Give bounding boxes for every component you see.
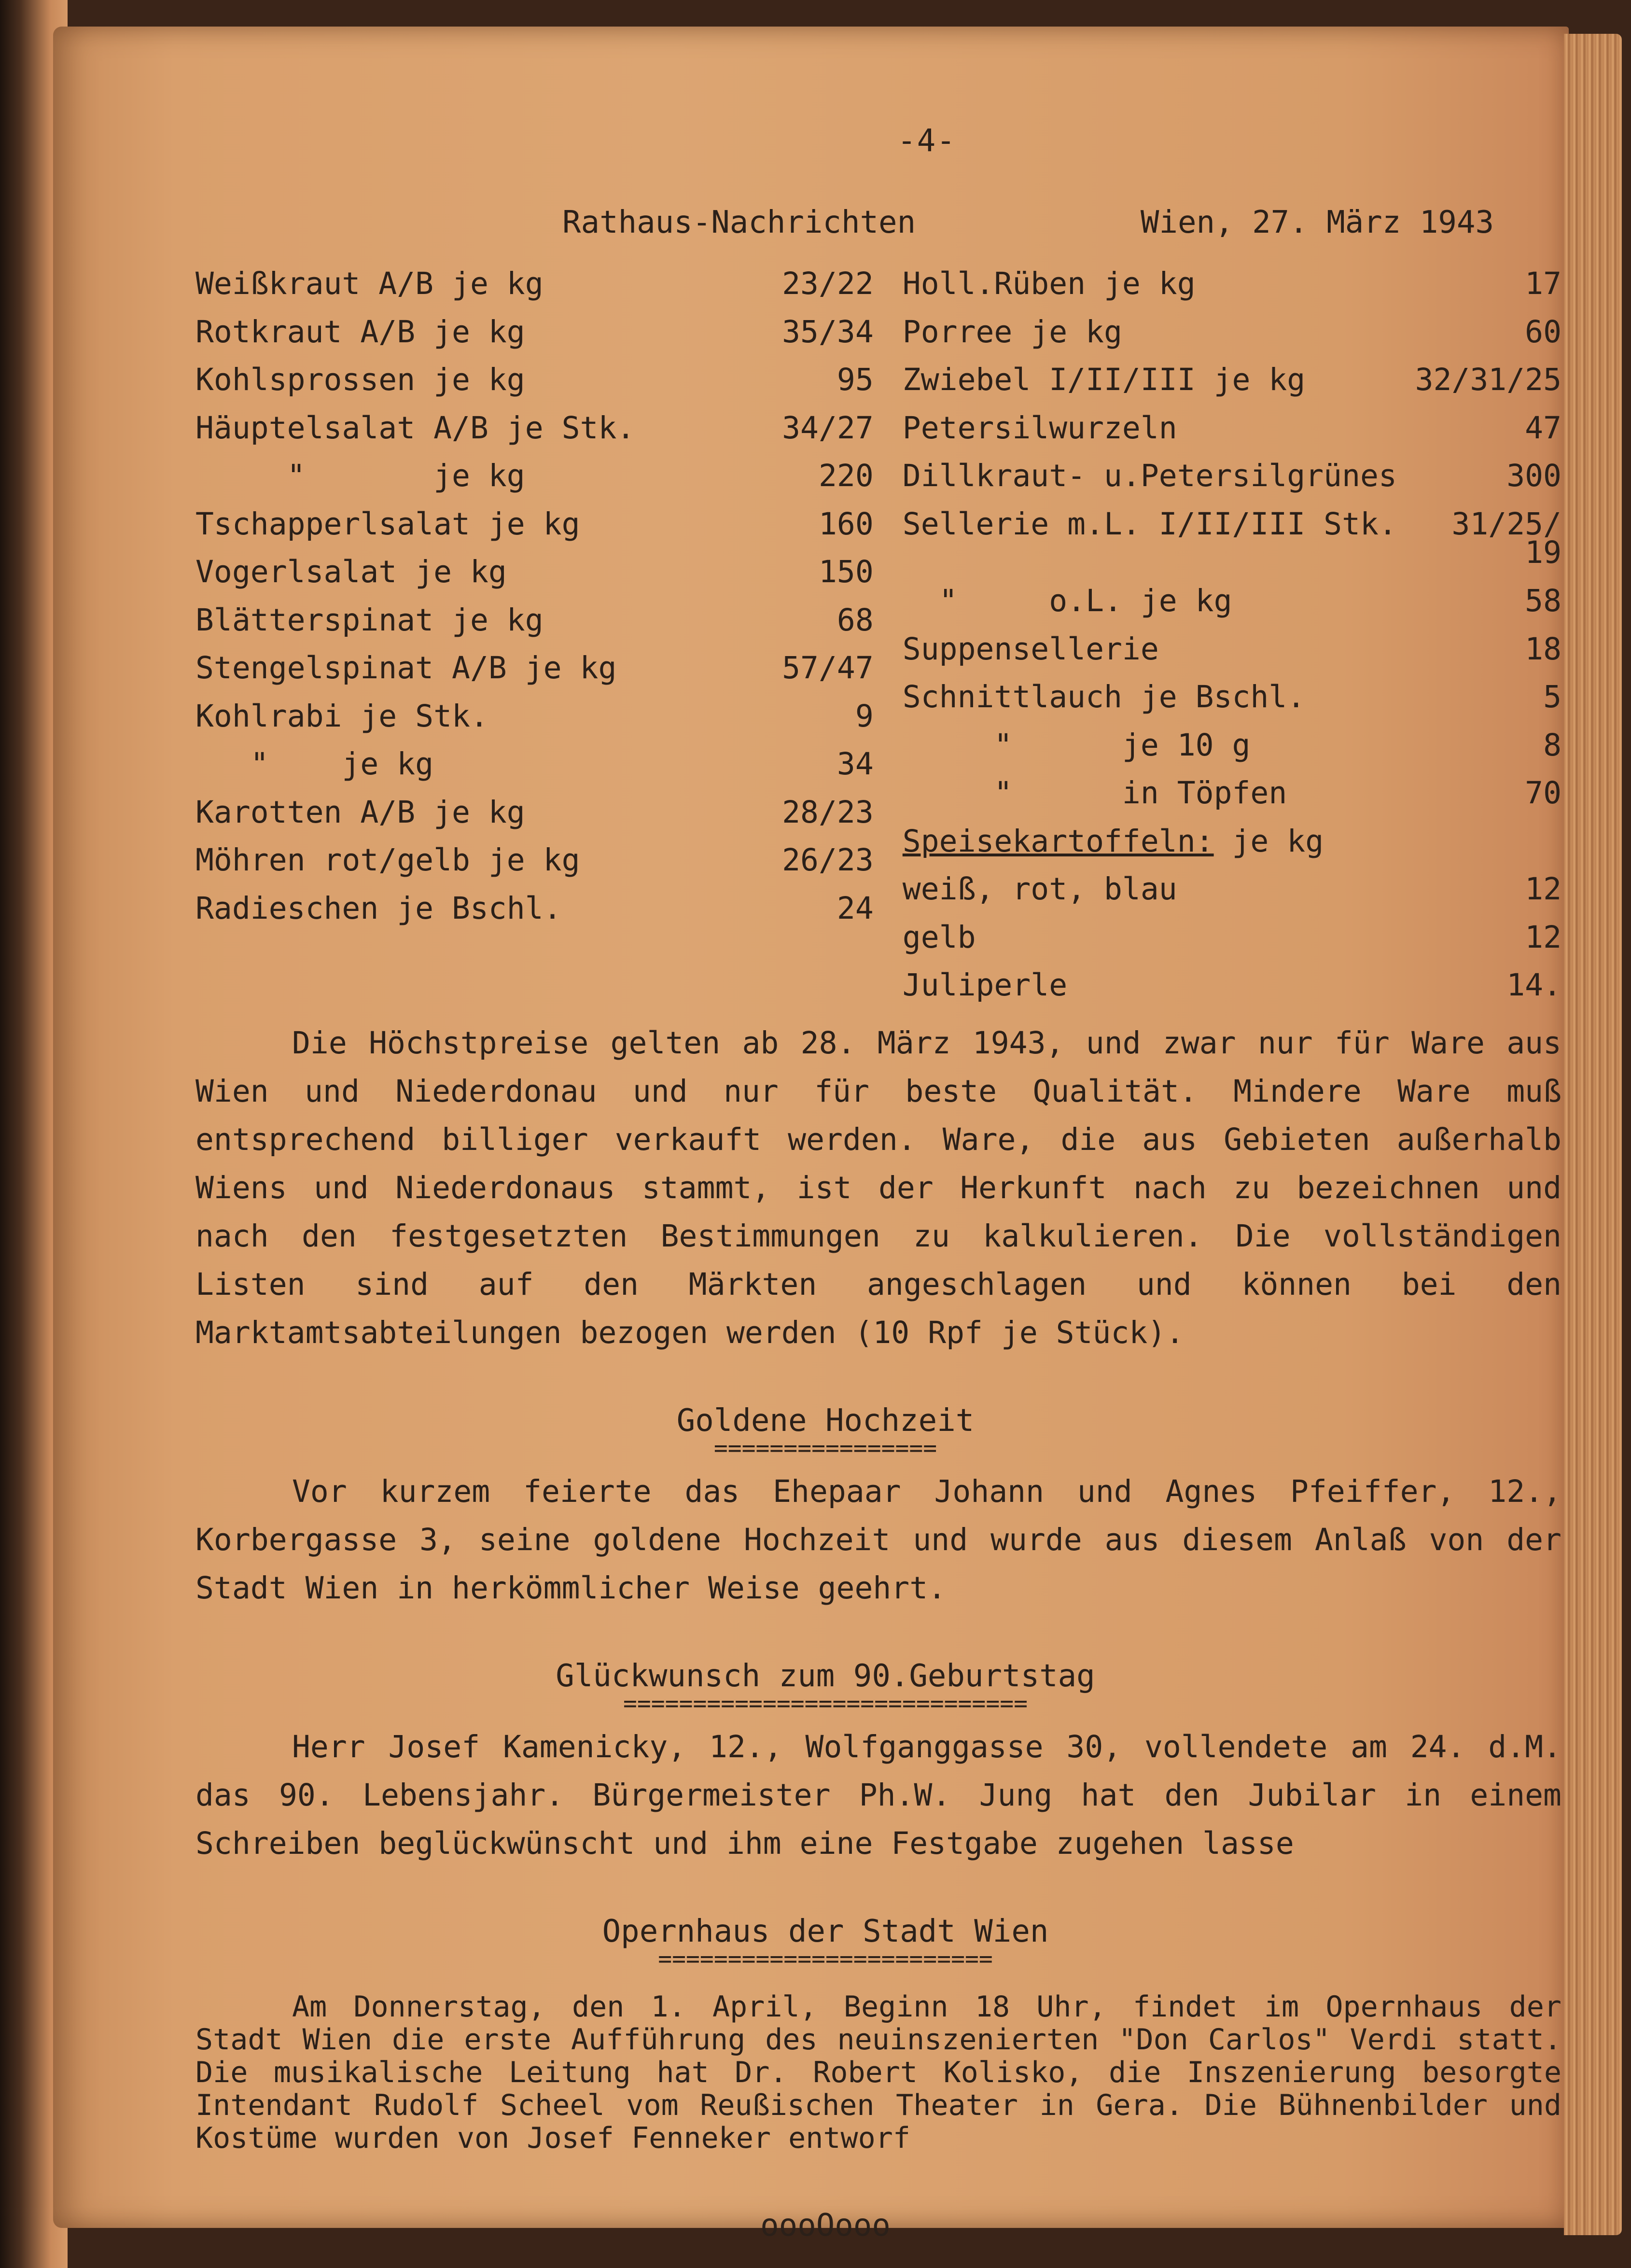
section-body: Am Donnerstag, den 1. April, Beginn 18 Uhr, findet im Opernhaus der Stadt Wien die erste Aufführung des neuinszenierten "Don Carlos" Verdi statt. Die musikalische Leitung hat Dr. Robert Kolisko, die Inszenierung besorgte Intendant Rudolf Scheel vom Reußischen Theater in Gera. Die Bühnenbilder und Kostüme wurden von Josef Fenneker entworf: [195, 1989, 1561, 2155]
item-price: 300: [1506, 458, 1561, 493]
price-item: [903, 817, 1324, 866]
item-name: Möhren rot/gelb je kg: [195, 842, 580, 878]
section-opera: [195, 1914, 1561, 2155]
price-row: [903, 404, 1561, 452]
item-price: 70: [1525, 775, 1561, 811]
price-row: [195, 740, 874, 788]
price-item: [195, 788, 525, 837]
item-name: gelb: [902, 919, 976, 955]
item-price: 12: [1525, 871, 1561, 907]
item-price: 32/31/25: [1415, 362, 1561, 397]
price-item: [903, 452, 1397, 500]
price-row: [195, 788, 874, 837]
item-name: Zwiebel I/II/III je kg: [902, 362, 1306, 397]
price-row: [903, 500, 1561, 548]
price-item: [903, 260, 1196, 308]
item-price: 68: [836, 602, 874, 638]
item-price: 8: [1543, 727, 1561, 763]
item-name: Rotkraut A/B je kg: [195, 314, 525, 350]
price-item: [195, 548, 507, 596]
price-item: [195, 260, 544, 308]
price-row: [195, 548, 874, 596]
price-row: [903, 913, 1561, 962]
item-name: Schnittlauch je Bschl.: [902, 679, 1306, 714]
item-name: " je kg: [195, 746, 434, 782]
price-item: [195, 836, 580, 884]
item-name: " in Töpfen: [902, 775, 1287, 811]
item-price: 9: [855, 698, 874, 734]
price-row: [903, 356, 1561, 404]
price-item: [195, 692, 488, 741]
item-name: " o.L. je kg: [902, 583, 1232, 618]
section-body: Vor kurzem feierte das Ehepaar Johann und Agnes Pfeiffer, 12., Korbergasse 3, seine goldene Hochzeit und wurde aus diesem Anlaß von der Stadt Wien in herkömmlicher Weise geehrt.: [195, 1473, 1561, 1606]
item-price: 23/22: [782, 266, 874, 301]
price-row: [903, 577, 1561, 625]
item-name: Juliperle: [902, 967, 1068, 1003]
price-row: [903, 769, 1561, 817]
price-row: [195, 356, 874, 404]
item-price: 58: [1525, 583, 1561, 618]
item-name: Vogerlsalat je kg: [195, 554, 507, 589]
heading-underline: ================: [713, 1438, 937, 1458]
item-name: Kohlsprossen je kg: [195, 362, 525, 397]
price-item: [195, 500, 580, 548]
item-name: Weißkraut A/B je kg: [195, 266, 544, 301]
item-price: 60: [1525, 314, 1561, 350]
item-price: 220: [818, 458, 874, 493]
price-item: [903, 961, 1067, 1009]
item-name: Häuptelsalat A/B je Stk.: [195, 410, 635, 446]
price-note: Die Höchstpreise gelten ab 28. März 1943, und zwar nur für Ware aus Wien und Niederdonau und nur für beste Qualität. Mindere Ware muß entsprechend billiger verkauft werden. Ware, die aus Gebieten außerhalb Wiens und Niederdonaus stammt, ist der Herkunft nach zu bezeichnen und nach den festgesetzten Bestimmungen zu kalkulieren. Die vollständigen Listen sind auf den Märkten angeschlagen und können bei den Marktamtsabteilungen bezogen werden (10 Rpf je Stück).: [195, 1025, 1561, 1350]
price-row: [903, 865, 1561, 913]
item-price: 17: [1525, 266, 1561, 301]
item-name: Dillkraut- u.Petersilgrünes: [902, 458, 1397, 493]
section-birthday: [195, 1658, 1561, 1868]
price-column-right: [903, 260, 1561, 1009]
item-name: Tschapperlsalat je kg: [195, 506, 580, 542]
item-price: 34/27: [782, 410, 874, 446]
price-row: [195, 596, 874, 644]
price-item: [195, 596, 544, 644]
item-price: 5: [1543, 679, 1561, 714]
heading-underline: ========================: [658, 1949, 993, 1969]
price-row: [903, 308, 1561, 356]
heading-underline: =============================: [623, 1694, 1028, 1713]
price-item: [195, 404, 635, 452]
price-row: [195, 500, 874, 548]
section-golden-wedding: [195, 1403, 1561, 1612]
price-row: [903, 625, 1561, 673]
price-item: [195, 356, 525, 404]
item-price: 57/47: [782, 650, 874, 686]
price-row: [903, 961, 1561, 1009]
section-heading: Glückwunsch zum 90.Geburtstag: [556, 1658, 1095, 1694]
price-item: [195, 740, 433, 788]
item-name: Petersilwurzeln: [902, 410, 1177, 446]
price-row: [903, 452, 1561, 500]
publication-date: Wien, 27. März 1943: [1140, 205, 1494, 240]
item-name: " je 10 g: [902, 727, 1251, 763]
price-row: [195, 452, 874, 500]
page-content: [195, 123, 1561, 2243]
page-header: [195, 205, 1561, 240]
item-name: Suppensellerie: [902, 631, 1159, 667]
price-item: [903, 865, 1177, 913]
item-price: 24: [836, 890, 874, 926]
item-name: weiß, rot, blau: [902, 871, 1177, 907]
item-name: Speisekartoffeln:: [902, 823, 1214, 859]
price-item: [195, 452, 525, 500]
price-item: [903, 769, 1287, 817]
price-row: [903, 260, 1561, 308]
price-row: [903, 721, 1561, 770]
price-item: [903, 500, 1397, 548]
price-row: [195, 836, 874, 884]
price-row: [195, 260, 874, 308]
item-price: 12: [1525, 919, 1561, 955]
item-name: Holl.Rüben je kg: [902, 266, 1196, 301]
item-price: 35/34: [782, 314, 874, 350]
price-list: [195, 260, 1561, 1009]
price-row: [195, 884, 874, 933]
item-name: Kohlrabi je Stk.: [195, 698, 488, 734]
price-row: [195, 404, 874, 452]
price-item: [195, 308, 525, 356]
item-price: 19: [1525, 535, 1561, 570]
page-number: -4-: [897, 123, 956, 159]
item-price: 26/23: [782, 842, 874, 878]
page-edges: [1564, 34, 1622, 2235]
item-price: 160: [818, 506, 874, 542]
section-body: Herr Josef Kamenicky, 12., Wolfganggasse 30, vollendete am 24. d.M. das 90. Lebensjahr. Bürgermeister Ph.W. Jung hat den Jubilar in einem Schreiben beglückwünscht und ihm eine Festgabe zugehen lasse: [195, 1729, 1561, 1861]
item-price: 31/25/: [1451, 506, 1561, 542]
item-name: Karotten A/B je kg: [195, 794, 525, 830]
price-item: [903, 673, 1305, 721]
price-row: [195, 644, 874, 692]
price-item: [195, 884, 562, 933]
price-item: [903, 577, 1232, 625]
section-heading: Opernhaus der Stadt Wien: [602, 1913, 1049, 1949]
item-price: 14.: [1506, 967, 1561, 1003]
item-name: Stengelspinat A/B je kg: [195, 650, 617, 686]
price-row: [903, 673, 1561, 721]
item-price: 28/23: [782, 794, 874, 830]
item-price: 34: [836, 746, 874, 782]
price-row: [903, 817, 1561, 866]
item-name: Sellerie m.L. I/II/III Stk.: [902, 506, 1397, 542]
price-item: [903, 625, 1159, 673]
item-price: 18: [1525, 631, 1561, 667]
price-item: [903, 356, 1305, 404]
price-column-left: [195, 260, 874, 1009]
item-name: Radieschen je Bschl.: [195, 890, 562, 926]
item-price: 47: [1525, 410, 1561, 446]
item-price: 95: [836, 362, 874, 397]
item-unit: je kg: [1213, 823, 1324, 859]
price-item: [903, 404, 1177, 452]
price-item: [195, 644, 616, 692]
price-item: [903, 721, 1251, 770]
item-name: Porree je kg: [902, 314, 1122, 350]
page-footer: oooOooo: [760, 2207, 891, 2243]
price-row: [195, 692, 874, 741]
price-item: [903, 308, 1122, 356]
item-name: Blätterspinat je kg: [195, 602, 544, 638]
publication-title: Rathaus-Nachrichten: [562, 205, 916, 240]
price-item: [903, 913, 976, 962]
section-heading: Goldene Hochzeit: [676, 1402, 975, 1439]
item-price: 150: [818, 554, 874, 589]
price-row: [195, 308, 874, 356]
item-name: " je kg: [195, 458, 525, 493]
